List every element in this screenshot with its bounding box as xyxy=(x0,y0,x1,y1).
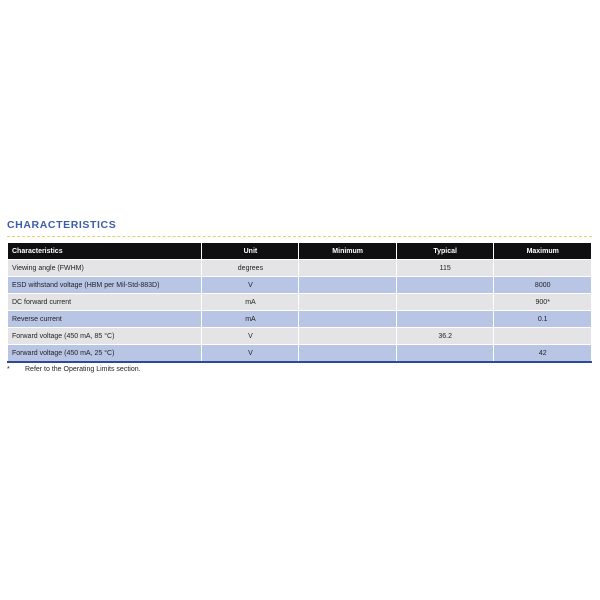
cell-maximum: 0.1 xyxy=(494,311,592,328)
cell-unit: V xyxy=(202,277,299,294)
characteristics-table xyxy=(7,242,592,363)
cell-minimum xyxy=(299,345,397,363)
cell-typical xyxy=(396,294,494,311)
cell-characteristic: Reverse current xyxy=(8,311,202,328)
cell-typical xyxy=(396,277,494,294)
cell-minimum xyxy=(299,294,397,311)
cell-typical: 36.2 xyxy=(396,328,494,345)
header-unit: Unit xyxy=(202,243,299,260)
header-characteristics: Characteristics xyxy=(8,243,202,260)
cell-typical xyxy=(396,311,494,328)
cell-unit: V xyxy=(202,328,299,345)
footnote xyxy=(7,366,141,373)
cell-typical xyxy=(396,345,494,363)
cell-maximum xyxy=(494,260,592,277)
header-minimum: Minimum xyxy=(299,243,397,260)
cell-typical: 115 xyxy=(396,260,494,277)
cell-maximum: 900* xyxy=(494,294,592,311)
cell-maximum: 8000 xyxy=(494,277,592,294)
cell-maximum: 42 xyxy=(494,345,592,363)
footnote-text: Refer to the Operating Limits section. xyxy=(25,366,141,373)
cell-unit: mA xyxy=(202,294,299,311)
cell-unit: mA xyxy=(202,311,299,328)
table-row xyxy=(8,277,592,294)
cell-characteristic: ESD withstand voltage (HBM per Mil-Std-883D) xyxy=(8,277,202,294)
table-row xyxy=(8,294,592,311)
cell-characteristic: Forward voltage (450 mA, 85 °C) xyxy=(8,328,202,345)
header-maximum: Maximum xyxy=(494,243,592,260)
cell-unit: degrees xyxy=(202,260,299,277)
table-header-row xyxy=(8,243,592,260)
table-row xyxy=(8,311,592,328)
cell-minimum xyxy=(299,277,397,294)
cell-minimum xyxy=(299,260,397,277)
cell-minimum xyxy=(299,328,397,345)
cell-characteristic: DC forward current xyxy=(8,294,202,311)
cell-maximum xyxy=(494,328,592,345)
cell-characteristic: Viewing angle (FWHM) xyxy=(8,260,202,277)
section-title: CHARACTERISTICS xyxy=(7,219,117,231)
cell-unit: V xyxy=(202,345,299,363)
table-row xyxy=(8,328,592,345)
header-typical: Typical xyxy=(396,243,494,260)
footnote-mark: * xyxy=(7,366,10,373)
table-row xyxy=(8,345,592,363)
cell-minimum xyxy=(299,311,397,328)
title-divider xyxy=(7,236,592,237)
cell-characteristic: Forward voltage (450 mA, 25 °C) xyxy=(8,345,202,363)
table-row xyxy=(8,260,592,277)
